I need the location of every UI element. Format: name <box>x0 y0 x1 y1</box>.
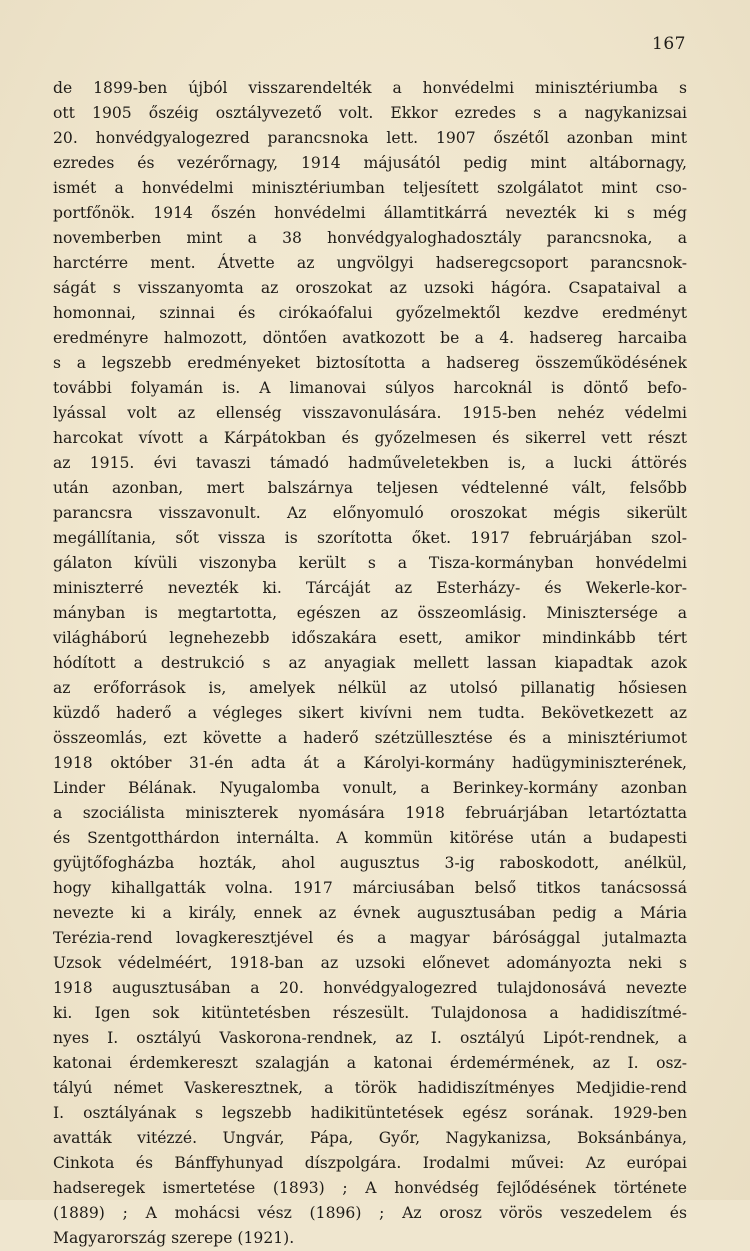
text-line: harctérre ment. Átvette az ungvölgyi hadseregcsoport parancsnok- <box>53 254 687 272</box>
text-line: küzdő haderő a végleges sikert kivívni nem tudta. Bekövetkezett az <box>53 704 687 722</box>
body-text <box>53 76 687 1251</box>
text-line: után azonban, mert balszárnya teljesen védtelenné vált, felsőbb <box>53 479 687 497</box>
text-line: de 1899-ben újból visszarendelték a honvédelmi minisztériumba s <box>53 79 687 97</box>
text-line: portfőnök. 1914 őszén honvédelmi államtitkárrá nevezték ki s még <box>53 204 687 222</box>
text-line: ott 1905 őszéig osztályvezető volt. Ekkor ezredes s a nagykanizsai <box>53 104 687 122</box>
text-line: (1889) ; A mohácsi vész (1896) ; Az orosz vörös veszedelem és <box>53 1204 687 1222</box>
text-line: megállítania, sőt vissza is szorította őket. 1917 februárjában szol- <box>53 529 687 547</box>
text-line: gálaton kívüli viszonyba került s a Tisza-kormányban honvédelmi <box>53 554 687 572</box>
text-line: mányban is megtartotta, egészen az összeomlásig. Minisztersége a <box>53 604 687 622</box>
text-line: ki. Igen sok kitüntetésben részesült. Tulajdonosa a hadidiszítmé- <box>53 1004 687 1022</box>
text-line: világháború legnehezebb időszakára esett, amikor mindinkább tért <box>53 629 687 647</box>
text-line: hogy kihallgatták volna. 1917 márciusában belső titkos tanácsossá <box>53 879 687 897</box>
text-line: 20. honvédgyalogezred parancsnoka lett. 1907 őszétől azonban mint <box>53 129 687 147</box>
text-line: 1918 október 31-én adta át a Károlyi-kormány hadügyminiszterének, <box>53 754 687 772</box>
text-line: lyással volt az ellenség visszavonulására. 1915-ben nehéz védelmi <box>53 404 687 422</box>
text-line: parancsra visszavonult. Az előnyomuló oroszokat mégis sikerült <box>53 504 687 522</box>
text-line: Cinkota és Bánffyhunyad díszpolgára. Irodalmi művei: Az európai <box>53 1154 687 1172</box>
text-line: ismét a honvédelmi minisztériumban teljesített szolgálatot mint cso- <box>53 179 687 197</box>
page-number: 167 <box>652 34 686 54</box>
text-line: további folyamán is. A limanovai súlyos harcoknál is döntő befo- <box>53 379 687 397</box>
text-line: katonai érdemkereszt szalagján a katonai érdemérmének, az I. osz- <box>53 1054 687 1072</box>
text-line: 1918 augusztusában a 20. honvédgyalogezred tulajdonosává nevezte <box>53 979 687 997</box>
text-line: és Szentgotthárdon internálta. A kommün kitörése után a budapesti <box>53 829 687 847</box>
text-line: Terézia-rend lovagkeresztjével és a magyar bárósággal jutalmazta <box>53 929 687 947</box>
text-line: a szociálista miniszterek nyomására 1918 februárjában letartóztatta <box>53 804 687 822</box>
text-line: Magyarország szerepe (1921). <box>53 1229 295 1247</box>
text-line: novemberben mint a 38 honvédgyaloghadosztály parancsnoka, a <box>53 229 687 247</box>
text-line: nyes I. osztályú Vaskorona-rendnek, az I. osztályú Lipót-rendnek, a <box>53 1029 687 1047</box>
text-line: homonnai, szinnai és cirókaófalui győzelmektől kezdve eredményt <box>53 304 687 322</box>
text-line: avatták vitézzé. Ungvár, Pápa, Győr, Nagykanizsa, Boksánbánya, <box>53 1129 687 1147</box>
text-line: összeomlás, ezt követte a haderő szétzüllesztése és a minisztériumot <box>53 729 687 747</box>
text-line: hódított a destrukció s az anyagiak mellett lassan kiapadtak azok <box>53 654 687 672</box>
text-line: Uzsok védelméért, 1918-ban az uzsoki előnevet adományozta neki s <box>53 954 687 972</box>
text-line: nevezte ki a király, ennek az évnek augusztusában pedig a Mária <box>53 904 687 922</box>
text-line: gyüjtőfogházba hozták, ahol augusztus 3-ig raboskodott, anélkül, <box>53 854 687 872</box>
text-line: miniszterré nevezték ki. Tárcáját az Esterházy- és Wekerle-kor- <box>53 579 687 597</box>
text-line: harcokat vívott a Kárpátokban és győzelmesen és sikerrel vett részt <box>53 429 687 447</box>
text-line: tályú német Vaskeresztnek, a török hadidiszítményes Medjidie-rend <box>53 1079 687 1097</box>
text-line: ezredes és vezérőrnagy, 1914 májusától pedig mint altábornagy, <box>53 154 687 172</box>
text-line: az erőforrások is, amelyek nélkül az utolsó pillanatig hősiesen <box>53 679 687 697</box>
text-line: az 1915. évi tavaszi támadó hadműveletekben is, a lucki áttörés <box>53 454 687 472</box>
text-line: I. osztályának s legszebb hadikitüntetések egész sorának. 1929-ben <box>53 1104 687 1122</box>
text-line: Linder Bélának. Nyugalomba vonult, a Berinkey-kormány azonban <box>53 779 687 797</box>
text-line: eredményre halmozott, döntően avatkozott be a 4. hadsereg harcaiba <box>53 329 687 347</box>
text-line: ságát s visszanyomta az oroszokat az uzsoki hágóra. Csapataival a <box>53 279 687 297</box>
text-line: s a legszebb eredményeket biztosította a hadsereg összeműködésének <box>53 354 687 372</box>
text-line: hadseregek ismertetése (1893) ; A honvédség fejlődésének története <box>53 1179 687 1197</box>
